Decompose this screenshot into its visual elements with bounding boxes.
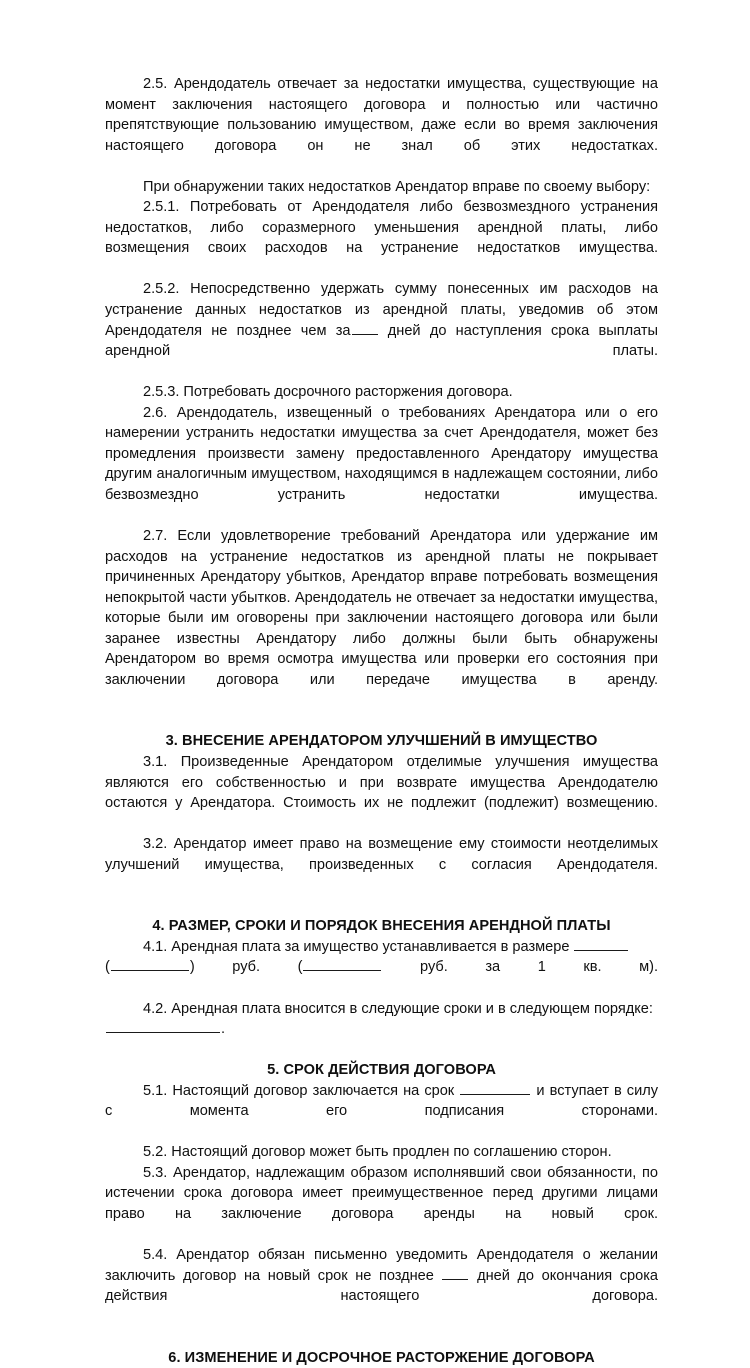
clause-2-6: 2.6. Арендодатель, извещенный о требованиях Арендатора или о его намерении устранить недостатки имущества за счет Арендодателя, может без промедления произвести замену предоставленного Арендатору имущества другим аналогичным имуществом, находящимся в надлежащем состоянии, либо безвозмездно устранить недостатки имущества. [105, 404, 658, 503]
clause-5-1 [105, 1081, 658, 1143]
clause-4-2-text-b: . [221, 1021, 226, 1038]
fill-blank-payment-order[interactable] [106, 1020, 220, 1033]
fill-blank-rent-per-sqm[interactable] [303, 958, 381, 971]
heading-section-6: 6. ИЗМЕНЕНИЕ И ДОСРОЧНОЕ РАСТОРЖЕНИЕ ДОГОВОРА [168, 1349, 595, 1366]
fill-blank-rent-words[interactable] [111, 958, 189, 971]
clause-5-2: 5.2. Настоящий договор может быть продлен по соглашению сторон. [143, 1144, 612, 1161]
fill-blank-term[interactable] [460, 1082, 530, 1095]
section-spacer-3 [105, 711, 658, 732]
clause-4-2-text-a: 4.2. Арендная плата вносится в следующие сроки и в следующем порядке: [143, 1000, 653, 1017]
clause-5-4 [105, 1245, 658, 1327]
document-body [105, 74, 658, 1368]
clause-3-2: 3.2. Арендатор имеет право на возмещение ему стоимости неотделимых улучшений имущества, произведенных с согласия Арендодателя. [105, 836, 658, 873]
clause-4-1 [105, 937, 658, 999]
heading-section-5: 5. СРОК ДЕЙСТВИЯ ДОГОВОРА [267, 1062, 496, 1079]
section-spacer-5 [105, 1040, 658, 1061]
clause-2-5: 2.5. Арендодатель отвечает за недостатки имущества, существующие на момент заключения настоящего договора и полностью или частично препятствующие пользованию имуществом, даже если во время заключения настоящего договора он не знал об этих недостатках. [105, 76, 658, 154]
clause-2-5-lead: При обнаружении таких недостатков Арендатор вправе по своему выбору: [143, 178, 651, 195]
heading-section-4: 4. РАЗМЕР, СРОКИ И ПОРЯДОК ВНЕСЕНИЯ АРЕНДНОЙ ПЛАТЫ [152, 918, 611, 935]
clause-4-1-text-a: 4.1. Арендная плата за имущество устанавливается в размере [143, 938, 570, 955]
section-spacer-4 [105, 896, 658, 917]
fill-blank-notice-days[interactable] [442, 1267, 468, 1280]
clause-5-4-text-b: дней до окончания срока действия настоящего договора. [105, 1267, 658, 1305]
clause-5-3: 5.3. Арендатор, надлежащим образом исполнявший свои обязанности, по истечении срока договора имеет преимущественное перед другими лицами право на заключение договора аренды на новый срок. [105, 1164, 658, 1222]
clause-4-2 [105, 999, 658, 1040]
clause-5-4-text-a: 5.4. Арендатор обязан письменно уведомить Арендодателя о желании заключить договор на новый срок не позднее [105, 1247, 658, 1284]
clause-2-5-2-text-b: дней до наступления срока выплаты арендной платы. [105, 322, 658, 360]
clause-2-5-3: 2.5.3. Потребовать досрочного расторжения договора. [143, 384, 513, 401]
clause-4-1-text-d: руб. за 1 кв. м). [420, 959, 658, 976]
fill-blank-days-2-5-2[interactable] [352, 322, 378, 335]
clause-5-1-text-b: и вступает в силу с момента его подписания сторонами. [105, 1082, 658, 1120]
clause-2-5-2-text-a: 2.5.2. Непосредственно удержать сумму понесенных им расходов на устранение данных недостатков из арендной платы, уведомив об этом Арендодателя не позднее чем за [105, 281, 658, 339]
clause-4-1-text-c: ) руб. ( [189, 959, 303, 976]
clause-4-1-paren-open: ( [105, 959, 110, 976]
clause-2-5-2 [105, 279, 658, 382]
clause-3-1: 3.1. Произведенные Арендатором отделимые улучшения имущества являются его собственностью и при возврате имущества Арендодателю остаются у Арендатора. Стоимость их не подлежит (подлежит) возмещению. [105, 754, 658, 812]
clause-2-5-1: 2.5.1. Потребовать от Арендодателя либо безвозмездного устранения недостатков, либо соразмерного уменьшения арендной платы, либо возмещения своих расходов на устранение недостатков имущества. [105, 199, 658, 257]
heading-section-3: 3. ВНЕСЕНИЕ АРЕНДАТОРОМ УЛУЧШЕНИЙ В ИМУЩЕСТВО [165, 733, 598, 750]
fill-blank-rent-amount[interactable] [574, 938, 628, 951]
clause-2-7: 2.7. Если удовлетворение требований Арендатора или удержание им расходов на устранение недостатков из арендной платы не покрывает причиненных Арендатору убытков, Арендатор вправе потребовать возмещения непокрытой части убытков. Арендодатель не отвечает за недостатки имущества, которые были им оговорены при заключении настоящего договора или были заранее известны Арендатору либо должны были быть обнаружены Арендатором во время осмотра имущества или проверки его состояния при заключении договора или передаче имущества в аренду. [105, 528, 658, 688]
section-spacer-6 [105, 1327, 658, 1348]
clause-5-1-text-a: 5.1. Настоящий договор заключается на срок [143, 1082, 455, 1099]
